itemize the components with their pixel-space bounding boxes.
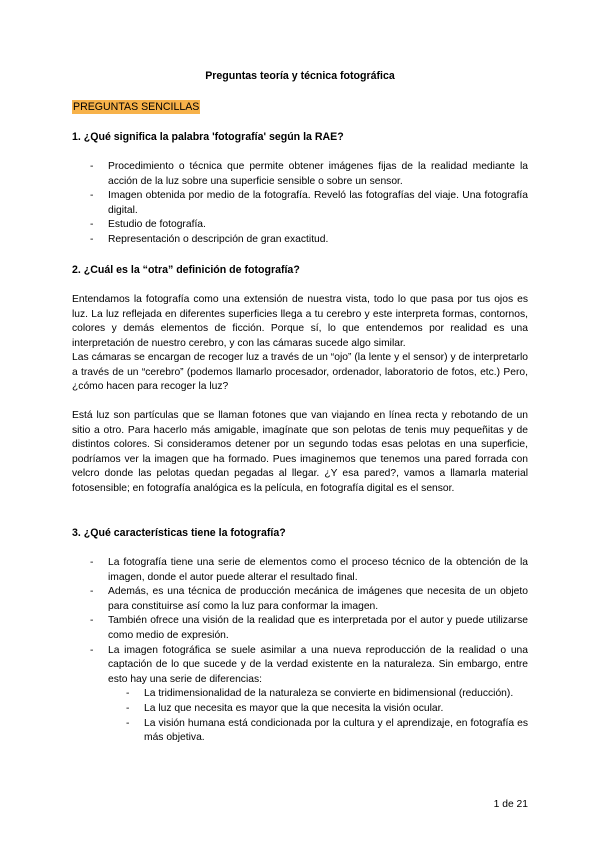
sub-list-item: - La visión humana está condicionada por la cultura y el aprendizaje, en fotografía es más objetiva.: [108, 717, 528, 746]
question-3-list: [72, 556, 528, 746]
paragraph: Las cámaras se encargan de recoger luz a través de un “ojo” (la lente y el sensor) y de interpretarlo a través de un “cerebro” (podemos llamarlo procesador, ordenador, laboratorio de fotos, etc.) Pero, ¿cómo hacen para recoger la luz?: [72, 352, 528, 393]
list-item-text: La imagen fotográfica se suele asimilar a una nueva reproducción de la realidad o una captación de lo que sucede y de la verdad existente en la naturaleza. Sin embargo, entre esto hay una serie de diferencias:: [108, 644, 528, 685]
question-1-heading: 1. ¿Qué significa la palabra 'fotografía' según la RAE?: [72, 131, 344, 143]
list-item: - La fotografía tiene una serie de elementos como el proceso técnico de la obtención de la imagen, donde el autor puede alterar el resultado final.: [72, 556, 528, 585]
list-item: - Además, es una técnica de producción mecánica de imágenes que necesita de un objeto para constituirse así como la luz para conformar la imagen.: [72, 585, 528, 614]
sub-list-item: - La luz que necesita es mayor que la que necesita la visión ocular.: [108, 702, 528, 717]
list-item: - Representación o descripción de gran exactitud.: [72, 233, 528, 248]
section-label-highlighted: PREGUNTAS SENCILLAS: [73, 101, 200, 113]
list-item: - Estudio de fotografía.: [72, 218, 528, 233]
question-2-heading: 2. ¿Cuál es la “otra” definición de fotografía?: [72, 264, 300, 276]
page-number: 1 de 21: [493, 799, 528, 810]
paragraph: Está luz son partículas que se llaman fotones que van viajando en línea recta y rebotando de un sitio a otro. Para hacerlo más amigable, imagínate que son pelotas de tenis muy pequeñitas y de distintos colores. Si consideramos detener por un segundo todas esas pelotas en una superficie, podríamos ver la imagen que ha formado. Pues imaginemos que tenemos una pared forrada con velcro donde las pelotas quedan pegadas al llegar. ¿Y esa pared?, vamos a llamarla material fotosensible; en fotografía analógica es la película, en fotografía digital es el sensor.: [72, 410, 528, 494]
paragraph: Entendamos la fotografía como una extensión de nuestra vista, todo lo que pasa por tus ojos es luz. La luz reflejada en diferentes superficies llega a tu cerebro y este interpreta formas, contornos, colores y demás elementos de ficción. Porque sí, lo que entendemos por realidad es una interpretación de nuestro cerebro, y con las cámaras sucede algo similar.: [72, 294, 528, 349]
document-title: Preguntas teoría y técnica fotográfica: [205, 70, 395, 82]
list-item: [72, 644, 528, 746]
list-item: - Procedimiento o técnica que permite obtener imágenes fijas de la realidad mediante la acción de la luz sobre una superficie sensible o sobre un sensor.: [72, 160, 528, 189]
list-item: - Imagen obtenida por medio de la fotografía. Reveló las fotografías del viaje. Una fotografía digital.: [72, 189, 528, 218]
list-item: - También ofrece una visión de la realidad que es interpretada por el autor y puede utilizarse como medio de expresión.: [72, 614, 528, 643]
question-3-heading: 3. ¿Qué características tiene la fotografía?: [72, 527, 286, 539]
question-3-sublist: [108, 687, 528, 745]
question-1-list: [72, 160, 528, 248]
sub-list-item: - La tridimensionalidad de la naturaleza se convierte en bidimensional (reducción).: [108, 687, 528, 702]
